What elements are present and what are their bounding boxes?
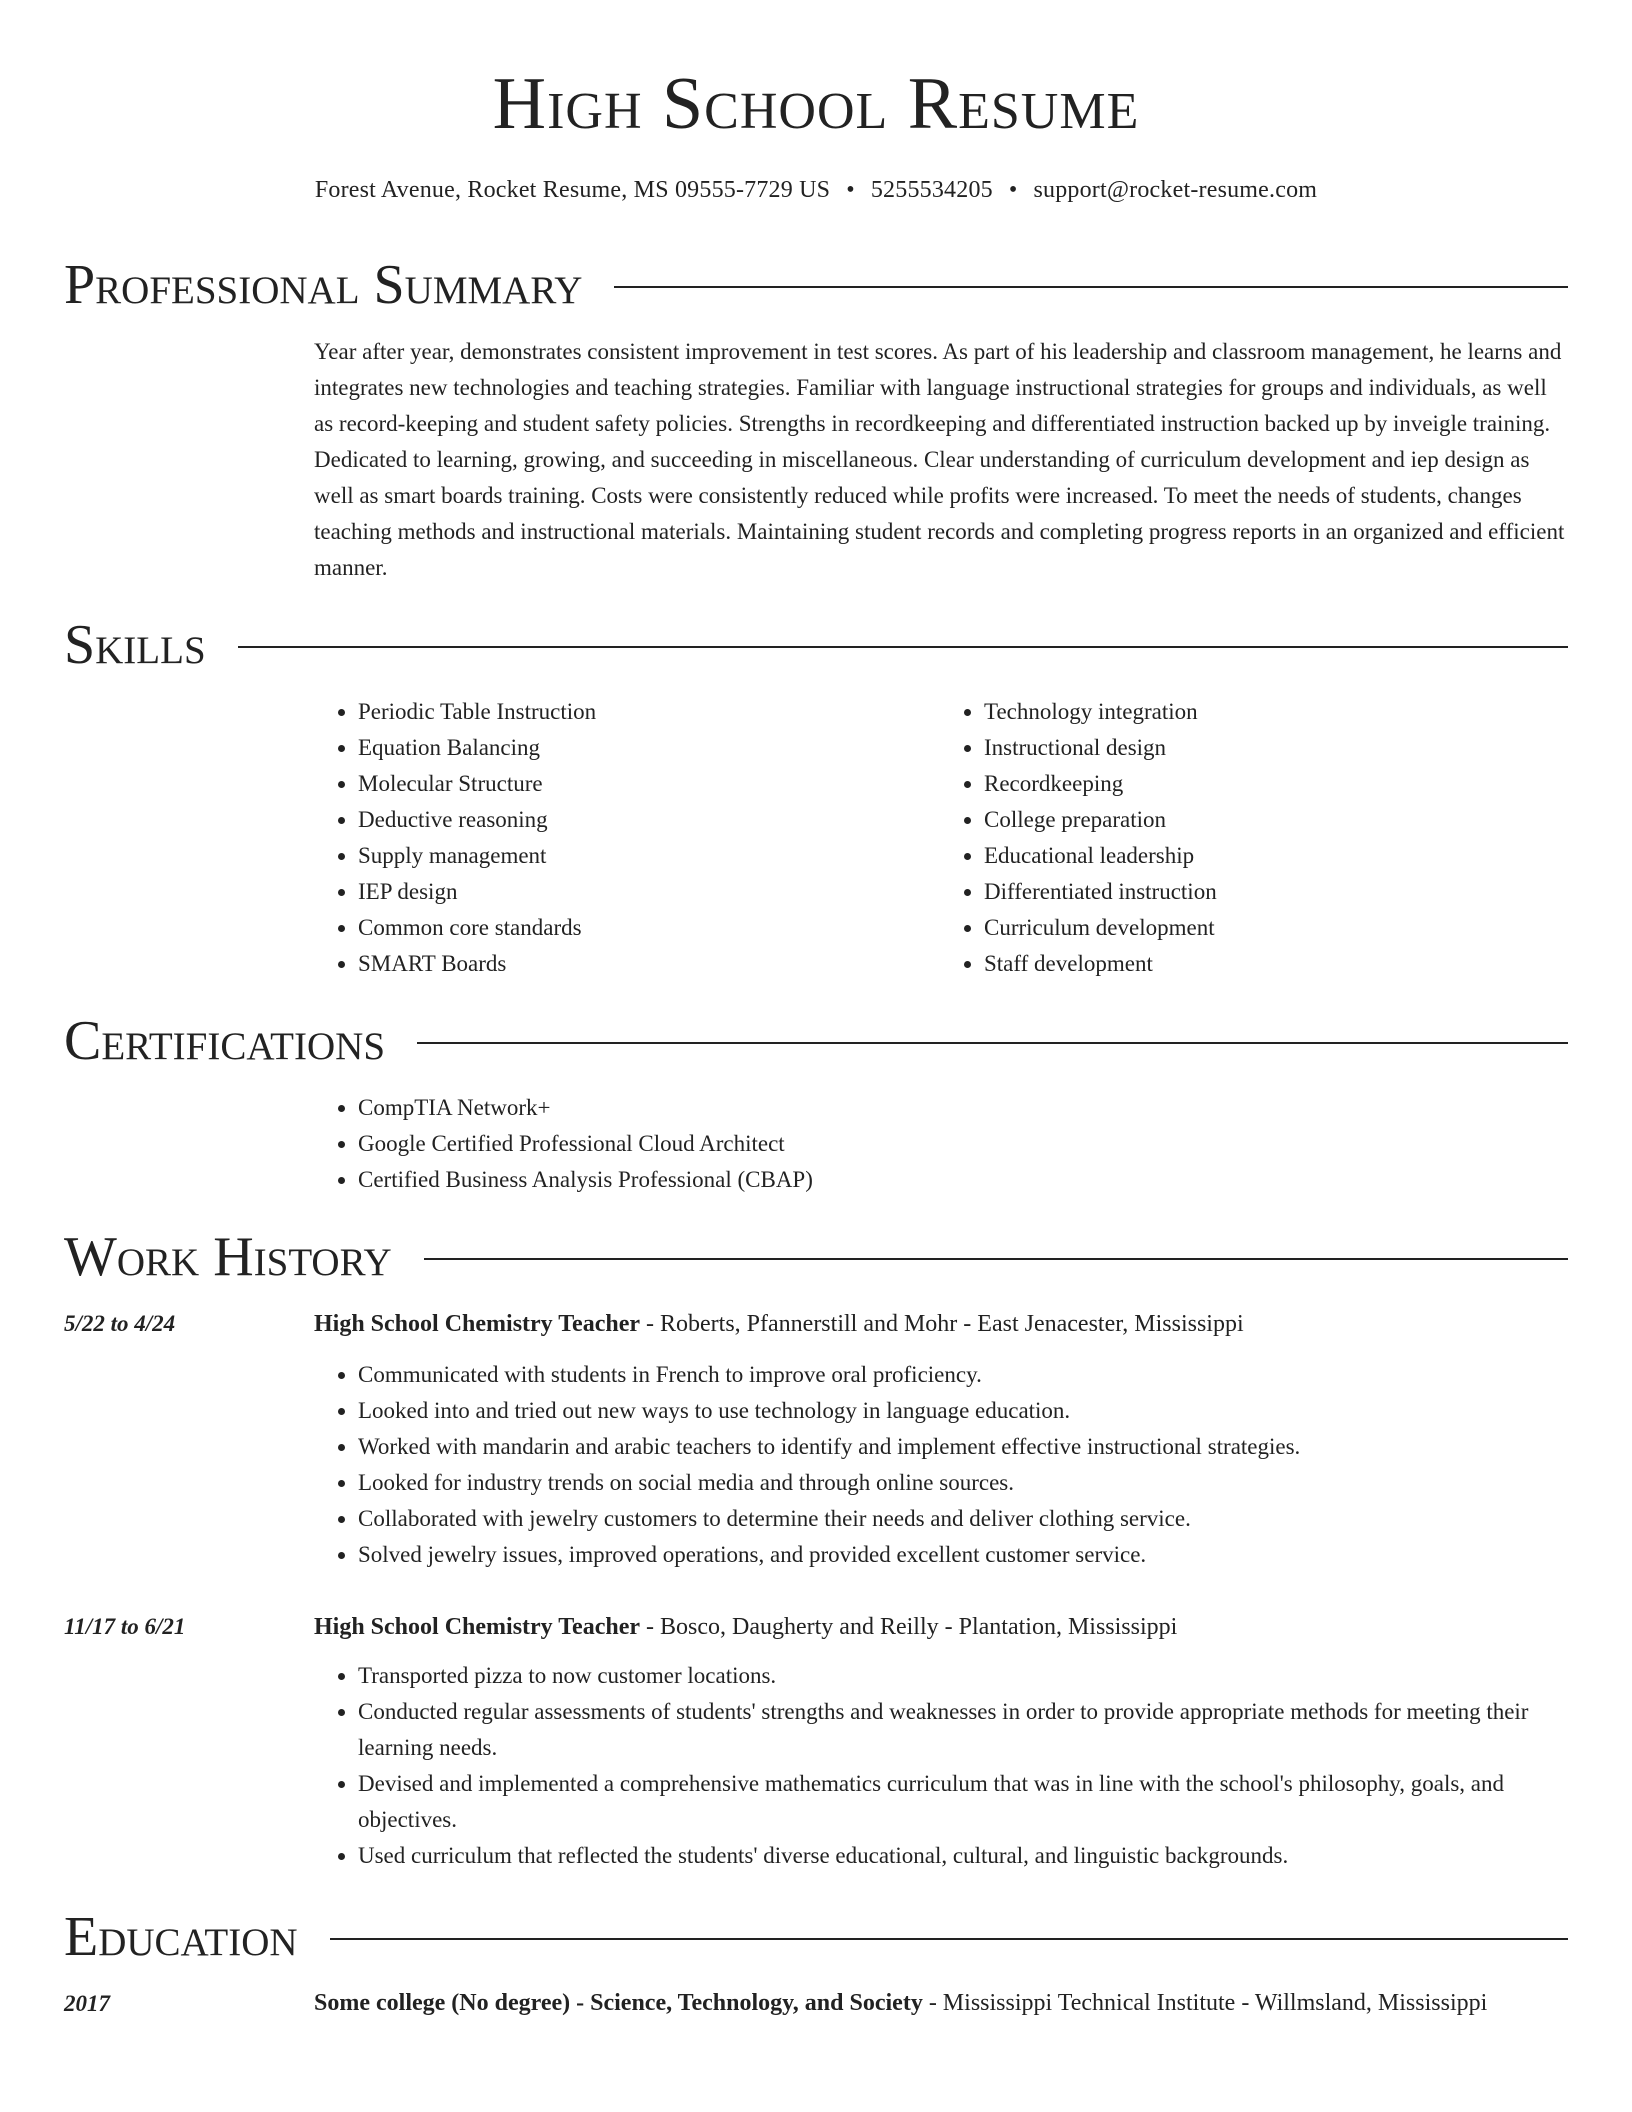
certifications-list xyxy=(314,1090,1566,1198)
skill-item: • Staff development xyxy=(984,946,1566,982)
certifications-body xyxy=(314,1090,1566,1198)
section-divider xyxy=(330,1938,1568,1940)
certification-item: • Certified Business Analysis Professional (CBAP) xyxy=(358,1162,1566,1198)
skill-item: • Recordkeeping xyxy=(984,766,1566,802)
duty-item: • Communicated with students in French to improve oral proficiency. xyxy=(358,1357,1566,1393)
skill-item: • Instructional design xyxy=(984,730,1566,766)
skills-grid xyxy=(314,694,1566,982)
job-employer: - Roberts, Pfannerstill and Mohr - East Jenacester, Mississippi xyxy=(640,1311,1244,1337)
section-divider xyxy=(238,646,1568,648)
job-title: High School Chemistry Teacher xyxy=(314,1311,641,1337)
resume-title: High School Resume xyxy=(492,63,1140,145)
certification-item: • Google Certified Professional Cloud Architect xyxy=(358,1126,1566,1162)
job-dates: 5/22 to 4/24 xyxy=(64,1311,176,1336)
skill-item: • IEP design xyxy=(358,874,940,910)
education-line xyxy=(314,1984,1566,2022)
certifications-heading: Certifications xyxy=(64,1010,386,1072)
skills-heading: Skills xyxy=(64,614,206,676)
duty-item: • Looked for industry trends on social media and through online sources. xyxy=(358,1465,1566,1501)
summary-heading: Professional Summary xyxy=(64,254,583,316)
skill-item: • Educational leadership xyxy=(984,838,1566,874)
duty-item: • Conducted regular assessments of students' strengths and weaknesses in order to provide appropriate methods for meeting their learning needs. xyxy=(358,1694,1566,1766)
skill-item: • Differentiated instruction xyxy=(984,874,1566,910)
separator: • xyxy=(846,177,855,203)
job-title-line xyxy=(314,1608,1566,1646)
duty-item: • Looked into and tried out new ways to use technology in language education. xyxy=(358,1393,1566,1429)
education-heading: Education xyxy=(64,1906,298,1968)
skill-item: • Technology integration xyxy=(984,694,1566,730)
separator: • xyxy=(1008,177,1018,203)
skills-body xyxy=(314,694,1566,982)
duty-item: • Transported pizza to now customer locations. xyxy=(358,1658,1566,1694)
duty-item: • Worked with mandarin and arabic teachers to identify and implement effective instructional strategies. xyxy=(358,1429,1566,1465)
skills-list-left xyxy=(314,694,940,982)
skill-item: • SMART Boards xyxy=(358,946,940,982)
skill-item: • Deductive reasoning xyxy=(358,802,940,838)
job-entry xyxy=(314,1608,1566,1874)
job-employer: - Bosco, Daugherty and Reilly - Plantation, Mississippi xyxy=(640,1614,1178,1640)
skills-list-right xyxy=(940,694,1566,982)
summary-text: Year after year, demonstrates consistent improvement in test scores. As part of his leadership and classroom management, he learns and integrates new technologies and teaching strategies. Familiar with language instructional strategies for groups and individuals, as well as record-keeping and student safety policies. Strengths in recordkeeping and differentiated instruction backed up by inveigle training. Dedicated to learning, growing, and succeeding in miscellaneous. Clear understanding of curriculum development and iep design as well as smart boards training. Costs were consistently reduced while profits were increased. To meet the needs of students, changes teaching methods and instructional materials. Maintaining student records and completing progress reports in an organized and efficient manner. xyxy=(314,339,1565,580)
contact-line xyxy=(64,172,1568,208)
duty-item: • Collaborated with jewelry customers to determine their needs and deliver clothing service. xyxy=(358,1501,1566,1537)
job-title-line xyxy=(314,1305,1566,1343)
email: support@rocket-resume.com xyxy=(1033,177,1318,203)
education-section-header xyxy=(64,1904,1568,1970)
skills-section-header xyxy=(64,612,1568,678)
certifications-section-header xyxy=(64,1008,1568,1074)
skill-item: • Periodic Table Instruction xyxy=(358,694,940,730)
job-duties xyxy=(314,1658,1566,1874)
summary-body xyxy=(314,334,1566,586)
summary-section-header xyxy=(64,252,1568,318)
section-divider xyxy=(614,286,1568,288)
phone: 5255534205 xyxy=(870,177,993,203)
education-year: 2017 xyxy=(64,1991,110,2016)
certification-item: • CompTIA Network+ xyxy=(358,1090,1566,1126)
duty-item: • Used curriculum that reflected the students' diverse educational, cultural, and linguistic backgrounds. xyxy=(358,1838,1566,1874)
skill-item: • Curriculum development xyxy=(984,910,1566,946)
school: - Mississippi Technical Institute - Willmsland, Mississippi xyxy=(922,1990,1488,2016)
skill-item: • Molecular Structure xyxy=(358,766,940,802)
address: Forest Avenue, Rocket Resume, MS 09555-7729 US xyxy=(314,177,831,203)
skill-item: • Common core standards xyxy=(358,910,940,946)
degree: Some college (No degree) - Science, Technology, and Society xyxy=(314,1990,923,2016)
duty-item: • Devised and implemented a comprehensive mathematics curriculum that was in line with the school's philosophy, goals, and objectives. xyxy=(358,1766,1566,1838)
section-divider xyxy=(424,1258,1568,1260)
section-divider xyxy=(417,1042,1568,1044)
duty-item: • Solved jewelry issues, improved operations, and provided excellent customer service. xyxy=(358,1537,1566,1573)
work-heading: Work History xyxy=(64,1226,392,1288)
education-entry xyxy=(314,1984,1566,2022)
job-duties xyxy=(314,1357,1566,1573)
skill-item: • Equation Balancing xyxy=(358,730,940,766)
job-entry xyxy=(314,1305,1566,1573)
skill-item: • College preparation xyxy=(984,802,1566,838)
skill-item: • Supply management xyxy=(358,838,940,874)
job-dates: 11/17 to 6/21 xyxy=(64,1614,186,1639)
work-section-header xyxy=(64,1224,1568,1290)
job-title: High School Chemistry Teacher xyxy=(314,1614,641,1640)
